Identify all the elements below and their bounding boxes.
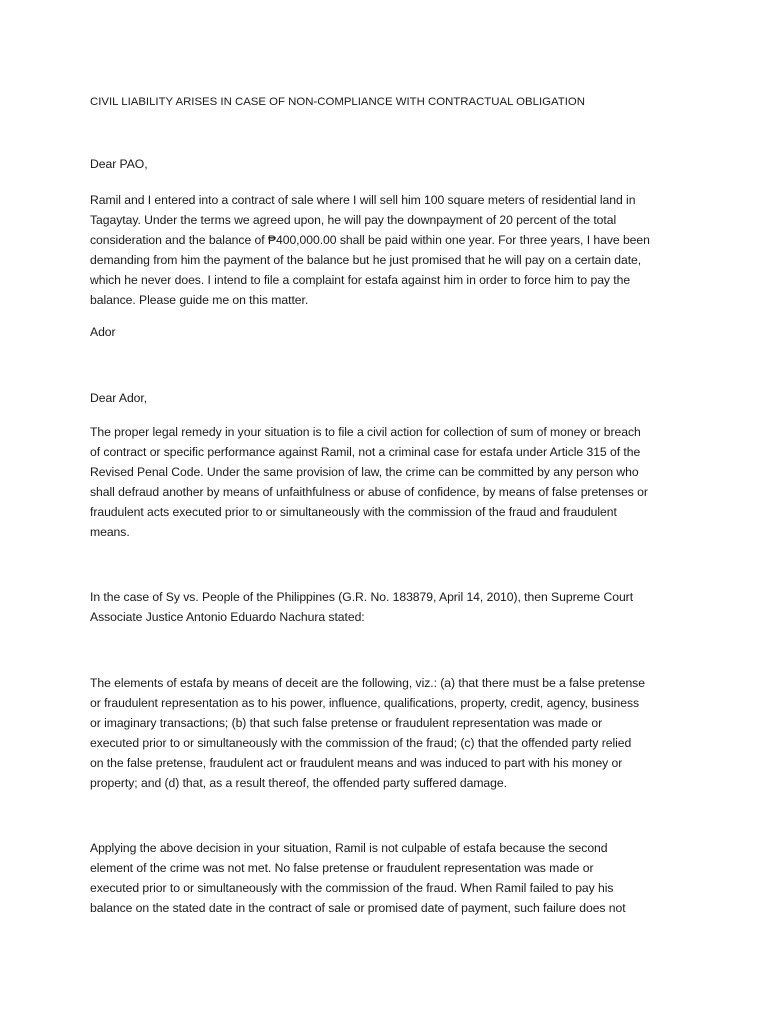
case-line: In the case of Sy vs. People of the Philippines (G.R. No. 183879, April 14, 2010), then Supreme Court (90, 590, 634, 604)
reply-line: The proper legal remedy in your situation is to file a civil action for collection of sum of money or breach (90, 425, 641, 439)
reply-line: of contract or specific performance against Ramil, not a criminal case for estafa under Article 315 of the (90, 445, 641, 459)
document-page (90, 0, 690, 1024)
applying-line: executed prior to or simultaneously with the commission of the fraud. When Ramil failed to pay his (90, 881, 614, 895)
letter-line: consideration and the balance of ₱400,000.00 shall be paid within one year. For three years, I have been (90, 233, 650, 247)
elements-line: property; and (d) that, as a result thereof, the offended party suffered damage. (90, 776, 507, 790)
reply-line: Revised Penal Code. Under the same provision of law, the crime can be committed by any person who (90, 465, 639, 479)
reply-line: fraudulent acts executed prior to or simultaneously with the commission of the fraud and fraudulent (90, 505, 617, 519)
reply-line: shall defraud another by means of unfaithfulness or abuse of confidence, by means of false pretenses or (90, 485, 648, 499)
elements-line: or fraudulent representation as to his power, influence, qualifications, property, credit, agency, business (90, 696, 640, 710)
letter-line: Ramil and I entered into a contract of sale where I will sell him 100 square meters of residential land in (90, 193, 636, 207)
elements-line: or imaginary transactions; (b) that such false pretense or fraudulent representation was made or (90, 716, 603, 730)
document-title: CIVIL LIABILITY ARISES IN CASE OF NON-COMPLIANCE WITH CONTRACTUAL OBLIGATION (90, 96, 585, 108)
signature: Ador (90, 325, 116, 339)
salutation-ador: Dear Ador, (90, 391, 148, 405)
salutation-pao: Dear PAO, (90, 157, 148, 171)
reply-line: means. (90, 525, 130, 539)
letter-line: balance. Please guide me on this matter. (90, 293, 309, 307)
applying-line: Applying the above decision in your situation, Ramil is not culpable of estafa because the second (90, 841, 608, 855)
letter-line: Tagaytay. Under the terms we agreed upon, he will pay the downpayment of 20 percent of the total (90, 213, 617, 227)
applying-line: balance on the stated date in the contract of sale or promised date of payment, such failure does not (90, 901, 626, 915)
elements-line: on the false pretense, fraudulent act or fraudulent means and was induced to part with his money or (90, 756, 623, 770)
letter-line: which he never does. I intend to file a complaint for estafa against him in order to force him to pay the (90, 273, 631, 287)
elements-line: The elements of estafa by means of deceit are the following, viz.: (a) that there must be a false pretense (90, 676, 645, 690)
elements-line: executed prior to or simultaneously with the commission of the fraud; (c) that the offended party relied (90, 736, 632, 750)
letter-line: demanding from him the payment of the balance but he just promised that he will pay on a certain date, (90, 253, 642, 267)
case-line: Associate Justice Antonio Eduardo Nachura stated: (90, 610, 365, 624)
applying-line: element of the crime was not met. No false pretense or fraudulent representation was made or (90, 861, 594, 875)
